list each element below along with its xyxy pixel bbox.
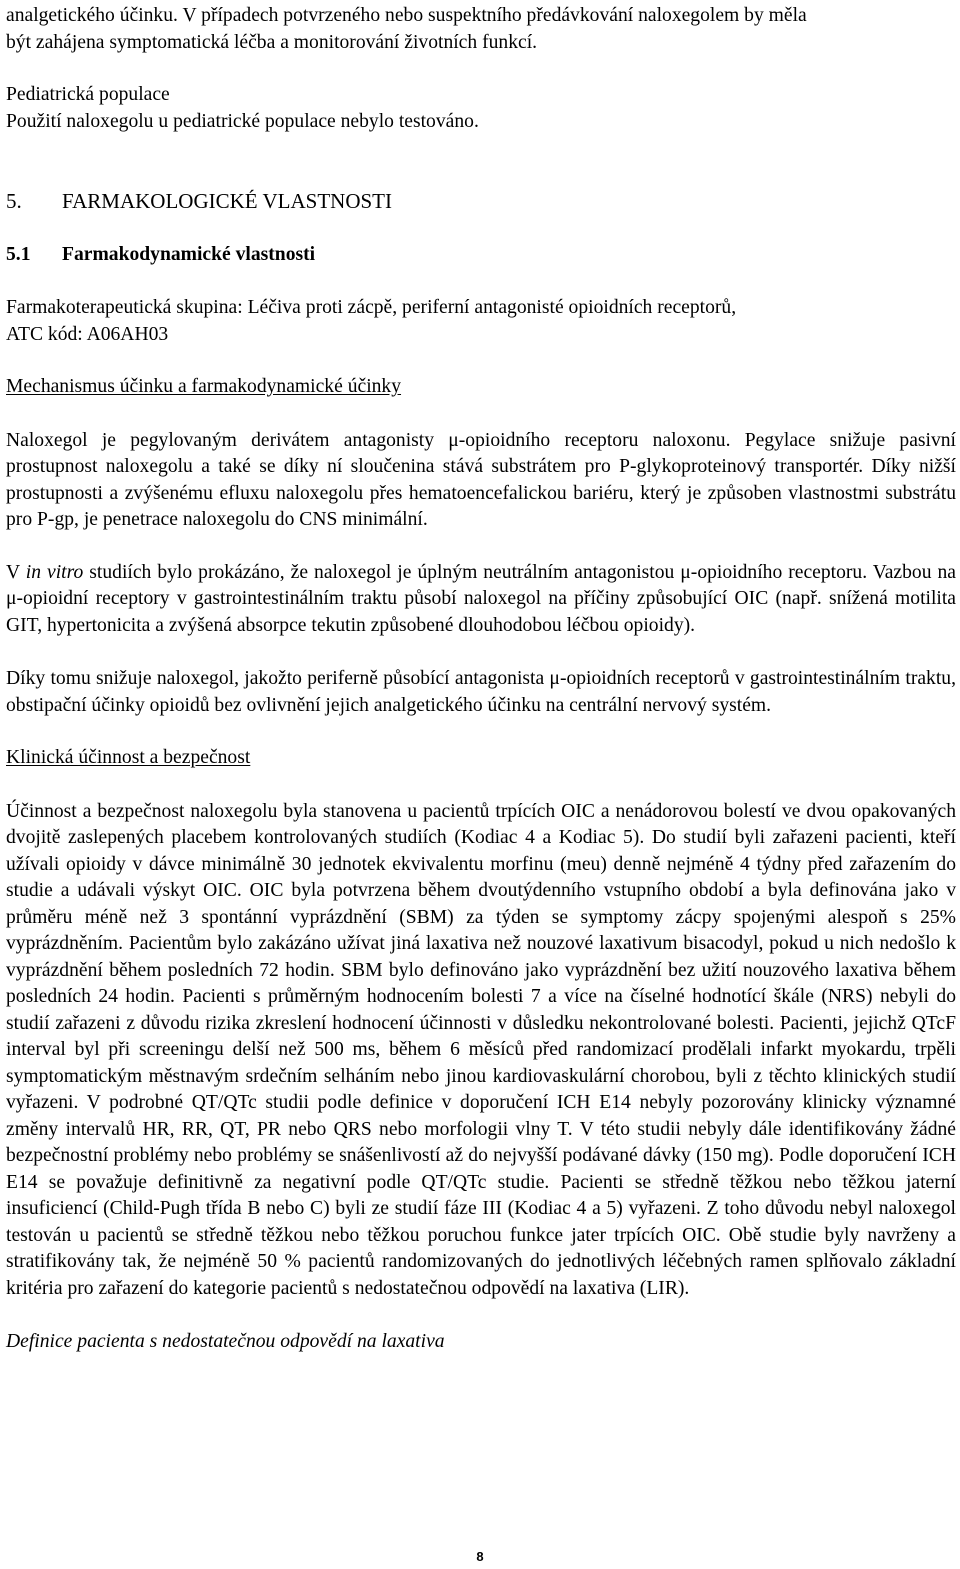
page-number: 8 — [476, 1549, 484, 1564]
intro-line-1: analgetického účinku. V případech potvrzeného nebo suspektního předávkování naloxegolem by měla — [6, 5, 807, 26]
definition-heading: Definice pacienta s nedostatečnou odpovědí na laxativa — [6, 1331, 445, 1352]
pediatric-title: Pediatrická populace — [6, 84, 170, 105]
atc-line-1: Farmakoterapeutická skupina: Léčiva proti zácpě, periferní antagonisté opioidních receptorů, — [6, 297, 737, 318]
intro-line-2: být zahájena symptomatická léčba a monitorování životních funkcí. — [6, 31, 538, 53]
mechanism-heading: Mechanismus účinku a farmakodynamické účinky — [6, 376, 402, 397]
section-5-title: FARMAKOLOGICKÉ VLASTNOSTI — [62, 189, 392, 213]
section-5-1-heading — [6, 242, 956, 268]
section-5-1-number: 5.1 — [6, 244, 31, 265]
paragraph-mechanism: Naloxegol je pegylovaným derivátem antagonisty μ-opioidního receptoru naloxonu. Pegylace snižuje pasivní prostupnost naloxegolu a také se díky ní sloučenina stává substrátem pro P-glykoproteinový transportér. Díky nižší prostupnosti a zvýšenému efluxu naloxegolu přes hematoencefalickou bariéru, který je způsoben vlastnostmi substrátu pro P-gp, je penetrace naloxegolu do CNS minimální. — [6, 429, 956, 530]
paragraph-in-vitro: V in vitro studiích bylo prokázáno, že naloxegol je úplným neutrálním antagonistou μ-opioidního receptoru. Vazbou na μ-opioidní receptory v gastrointestinálním traktu působí naloxegol na příčiny způsobující OIC (např. snížená motilita GIT, hypertonicita a zvýšená absorpce tekutin způsobené dlouhodobou léčbou opioidy). — [6, 561, 956, 636]
in-vitro-term: in vitro — [25, 561, 84, 583]
paragraph-peripheral: Díky tomu snižuje naloxegol, jakožto periferně působící antagonista μ-opioidních receptorů v gastrointestinálním traktu, obstipační účinky opioidů bez ovlivnění jejich analgetického účinku na centrální nervový systém. — [6, 668, 956, 716]
paragraph-clinical: Účinnost a bezpečnost naloxegolu byla stanovena u pacientů trpících OIC a nenádorovou bolestí ve dvou opakovaných dvojitě zaslepených placebem kontrolovaných studiích (Kodiac 4 a Kodiac 5). Do studií byli zařazeni pacienti, kteří užívali opioidy v dávce minimálně 30 jednotek ekvivalentu morfinu (meu) denně nejméně 4 týdny před zařazením do studie a udávali výskyt OIC. OIC byla potvrzena během dvoutýdenního vstupního období a byla definována jako v průměru méně než 3 spontánní vyprázdnění (SBM) za týden se symptomy zácpy spojenými alespoň s 25% vyprázdněním. Pacientům bylo zakázáno užívat jiná laxativa než nouzové laxativum bisacodyl, pokud u nich nedošlo k vyprázdnění během posledních 72 hodin. SBM bylo definováno jako vyprázdnění bez užití nouzového laxativa během posledních 24 hodin. Pacienti s průměrným hodnocením bolesti 7 a více na číselné hodnotící škále (NRS) nebyli do studií zařazeni z důvodu rizika zkreslení hodnocení účinnosti v důsledku nekontrolované bolesti. Pacienti, jejichž QTcF interval byl při screeningu delší než 500 ms, během 6 měsíců před randomizací prodělali infarkt myokardu, trpěli symptomatickým městnavým srdečním selháním nebo jinou kardiovaskulární chorobou, byli z těchto klinických studií vyřazeni. V podrobné QT/QTc studii podle definice v doporučení ICH E14 nebyly pozorovány klinicky významné změny intervalů HR, RR, QT, PR nebo QRS nebo morfologii vlny T. V této studii nebyly dále identifikovány žádné bezpečnostní problémy nebo problémy se snášenlivostí až do nejvyšší podávané dávky (150 mg). Podle doporučení ICH E14 se považuje definitivně za negativní podle QT/QTc studie. Pacienti se středně těžkou nebo těžkou jaterní insuficiencí (Child-Pugh třída B nebo C) byli ze studií fáze III (Kodiac 4 a 5) vyřazeni. Z toho důvodu nebyl naloxegol testován u pacientů se středně těžkou nebo těžkou poruchou funkce jater trpících OIC. Obě studie byly navrženy a stratifikovány tak, že nejméně 50 % pacientů randomizovaných do jednotlivých léčebných ramen splňovalo základní kritéria pro zařazení do kategorie pacientů s nedostatečnou odpovědí na laxativa (LIR). — [6, 800, 956, 1299]
section-5-number: 5. — [6, 189, 22, 213]
section-5-heading — [6, 188, 956, 214]
section-5-1-title: Farmakodynamické vlastnosti — [62, 244, 316, 265]
pediatric-text: Použití naloxegolu u pediatrické populace nebylo testováno. — [6, 110, 479, 132]
clinical-heading: Klinická účinnost a bezpečnost — [6, 747, 251, 768]
document-page — [6, 0, 956, 1356]
atc-line-2: ATC kód: A06AH03 — [6, 323, 169, 345]
